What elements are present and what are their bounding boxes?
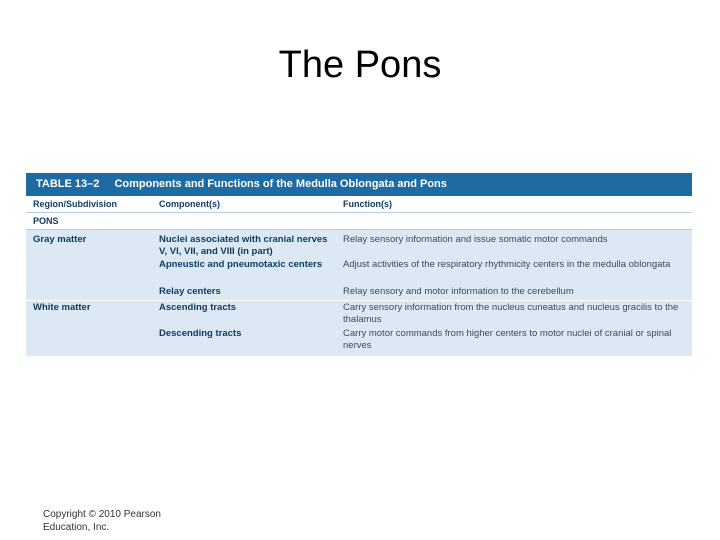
components-table <box>26 173 692 356</box>
table-cell-component: Ascending tracts <box>159 302 237 313</box>
slide-title: The Pons <box>278 44 442 86</box>
table-cell-function: Relay sensory information and issue somatic motor commands <box>343 234 608 245</box>
table-cell-component: Apneustic and pneumotaxic centers <box>159 259 323 270</box>
table-cell-function: Adjust activities of the respiratory rhythmicity centers in the medulla oblongata <box>343 259 671 270</box>
copyright-line: Education, Inc. <box>43 522 110 533</box>
section-label: PONS <box>26 213 692 230</box>
row-divider <box>26 300 692 301</box>
table-cell-function: Carry motor commands from higher centers to motor nuclei of cranial or spinal nerves <box>343 328 672 351</box>
table-number: TABLE 13–2 <box>36 178 100 190</box>
table-cell-function: Relay sensory and motor information to the cerebellum <box>343 286 574 297</box>
table-cell-component: Relay centers <box>159 286 221 297</box>
table-cell-region: Gray matter <box>33 234 87 245</box>
table-body <box>26 230 692 357</box>
table-cell-component: Nuclei associated with cranial nerves V, VI, VII, and VIII (in part) <box>159 234 328 257</box>
table-cell-region: White matter <box>33 302 91 313</box>
table-cell-component: Descending tracts <box>159 328 242 339</box>
table-caption: Components and Functions of the Medulla Oblongata and Pons <box>114 178 447 190</box>
column-header-row <box>26 196 692 213</box>
copyright-notice <box>43 508 161 534</box>
column-header-region: Region/Subdivision <box>33 199 118 209</box>
table-caption-bar <box>26 173 692 196</box>
column-header-function: Function(s) <box>343 199 392 209</box>
copyright-line: Copyright © 2010 Pearson <box>43 509 161 520</box>
column-header-component: Component(s) <box>159 199 220 209</box>
table-cell-function: Carry sensory information from the nucleus cuneatus and nucleus gracilis to the thalamus <box>343 302 679 325</box>
